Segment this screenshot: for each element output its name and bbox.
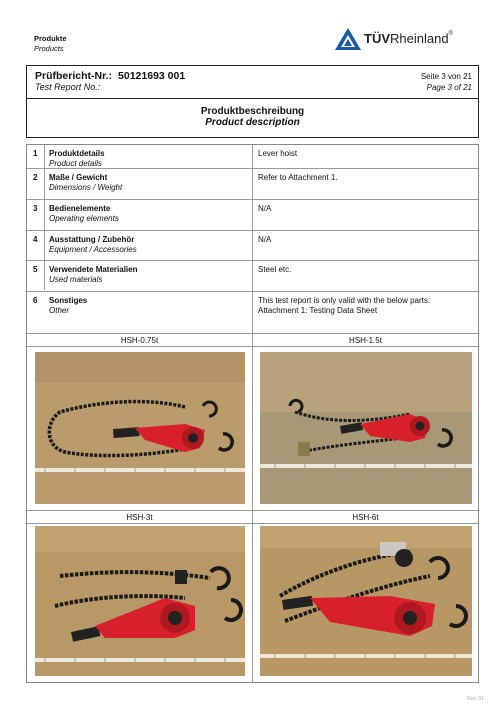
row-number: 2	[33, 173, 38, 182]
report-label-de: Prüfbericht-Nr.:	[35, 70, 113, 82]
row-label-de: Verwendete Materialien	[49, 265, 138, 274]
page-indicator-de: Seite 3 von 21	[420, 72, 472, 81]
row-number: 6	[33, 296, 38, 305]
tuv-triangle-icon	[334, 27, 362, 51]
hoist-photo-075t	[35, 352, 245, 504]
photo-caption: HSH-3t	[126, 513, 153, 522]
section-title-de: Produkte	[34, 34, 67, 43]
hoist-photo-15t	[260, 352, 472, 504]
row-label-en: Operating elements	[49, 214, 119, 223]
row-value: Lever hoist	[258, 149, 298, 158]
tuv-logo	[334, 27, 484, 53]
photo-caption: HSH-1.5t	[349, 336, 382, 345]
row-value: Refer to Attachment 1.	[258, 173, 338, 182]
row-number: 1	[33, 149, 38, 158]
row-label-de: Ausstattung / Zubehör	[49, 235, 135, 244]
row-label-de: Bedienelemente	[49, 204, 111, 213]
revision-label: Rev. 01	[467, 696, 484, 702]
row-label-en: Dimensions / Weight	[49, 183, 123, 192]
row-value: Steel etc.	[258, 265, 292, 274]
row-label-de: Produktdetails	[49, 149, 105, 158]
row-number: 5	[33, 265, 38, 274]
row-number: 3	[33, 204, 38, 213]
logo-registered: ®	[448, 31, 453, 37]
photo-row	[27, 524, 478, 682]
table-row	[27, 169, 478, 200]
row-label-en: Equipment / Accessories	[49, 245, 137, 254]
page-indicator-en: Page 3 of 21	[426, 83, 472, 92]
logo-text-bold: TÜV	[364, 31, 390, 46]
product-description-box	[26, 99, 479, 138]
hoist-photo-3t	[35, 526, 245, 676]
logo-text-rest: Rheinland	[390, 31, 449, 46]
report-number-box	[26, 65, 479, 99]
row-value-line: Attachment 1: Testing Data Sheet	[258, 306, 378, 315]
table-row	[27, 145, 478, 169]
photo-caption: HSH-6t	[352, 513, 379, 522]
table-row	[27, 231, 478, 261]
row-number: 4	[33, 235, 38, 244]
row-label-de: Maße / Gewicht	[49, 173, 108, 182]
photo-caption: HSH-0.75t	[120, 336, 159, 345]
hoist-photo-6t	[260, 526, 472, 676]
row-label-en: Used materials	[49, 275, 103, 284]
table-row	[27, 261, 478, 292]
table-row	[27, 200, 478, 231]
row-label-en: Other	[49, 306, 70, 315]
report-number: 50121693 001	[118, 70, 186, 82]
report-label-en: Test Report No.:	[35, 82, 101, 92]
section-title-en: Products	[34, 44, 64, 53]
row-value-line: This test report is only valid with the below parts:	[258, 296, 431, 305]
row-label-de: Sonstiges	[49, 296, 88, 305]
row-value: N/A	[258, 235, 272, 244]
header-section	[34, 34, 67, 54]
row-label-en: Product details	[49, 159, 102, 168]
product-details-table	[26, 144, 479, 683]
table-row	[27, 292, 478, 334]
description-title-de: Produktbeschreibung	[200, 106, 305, 117]
description-title-en: Product description	[205, 117, 300, 128]
row-value: N/A	[258, 204, 272, 213]
